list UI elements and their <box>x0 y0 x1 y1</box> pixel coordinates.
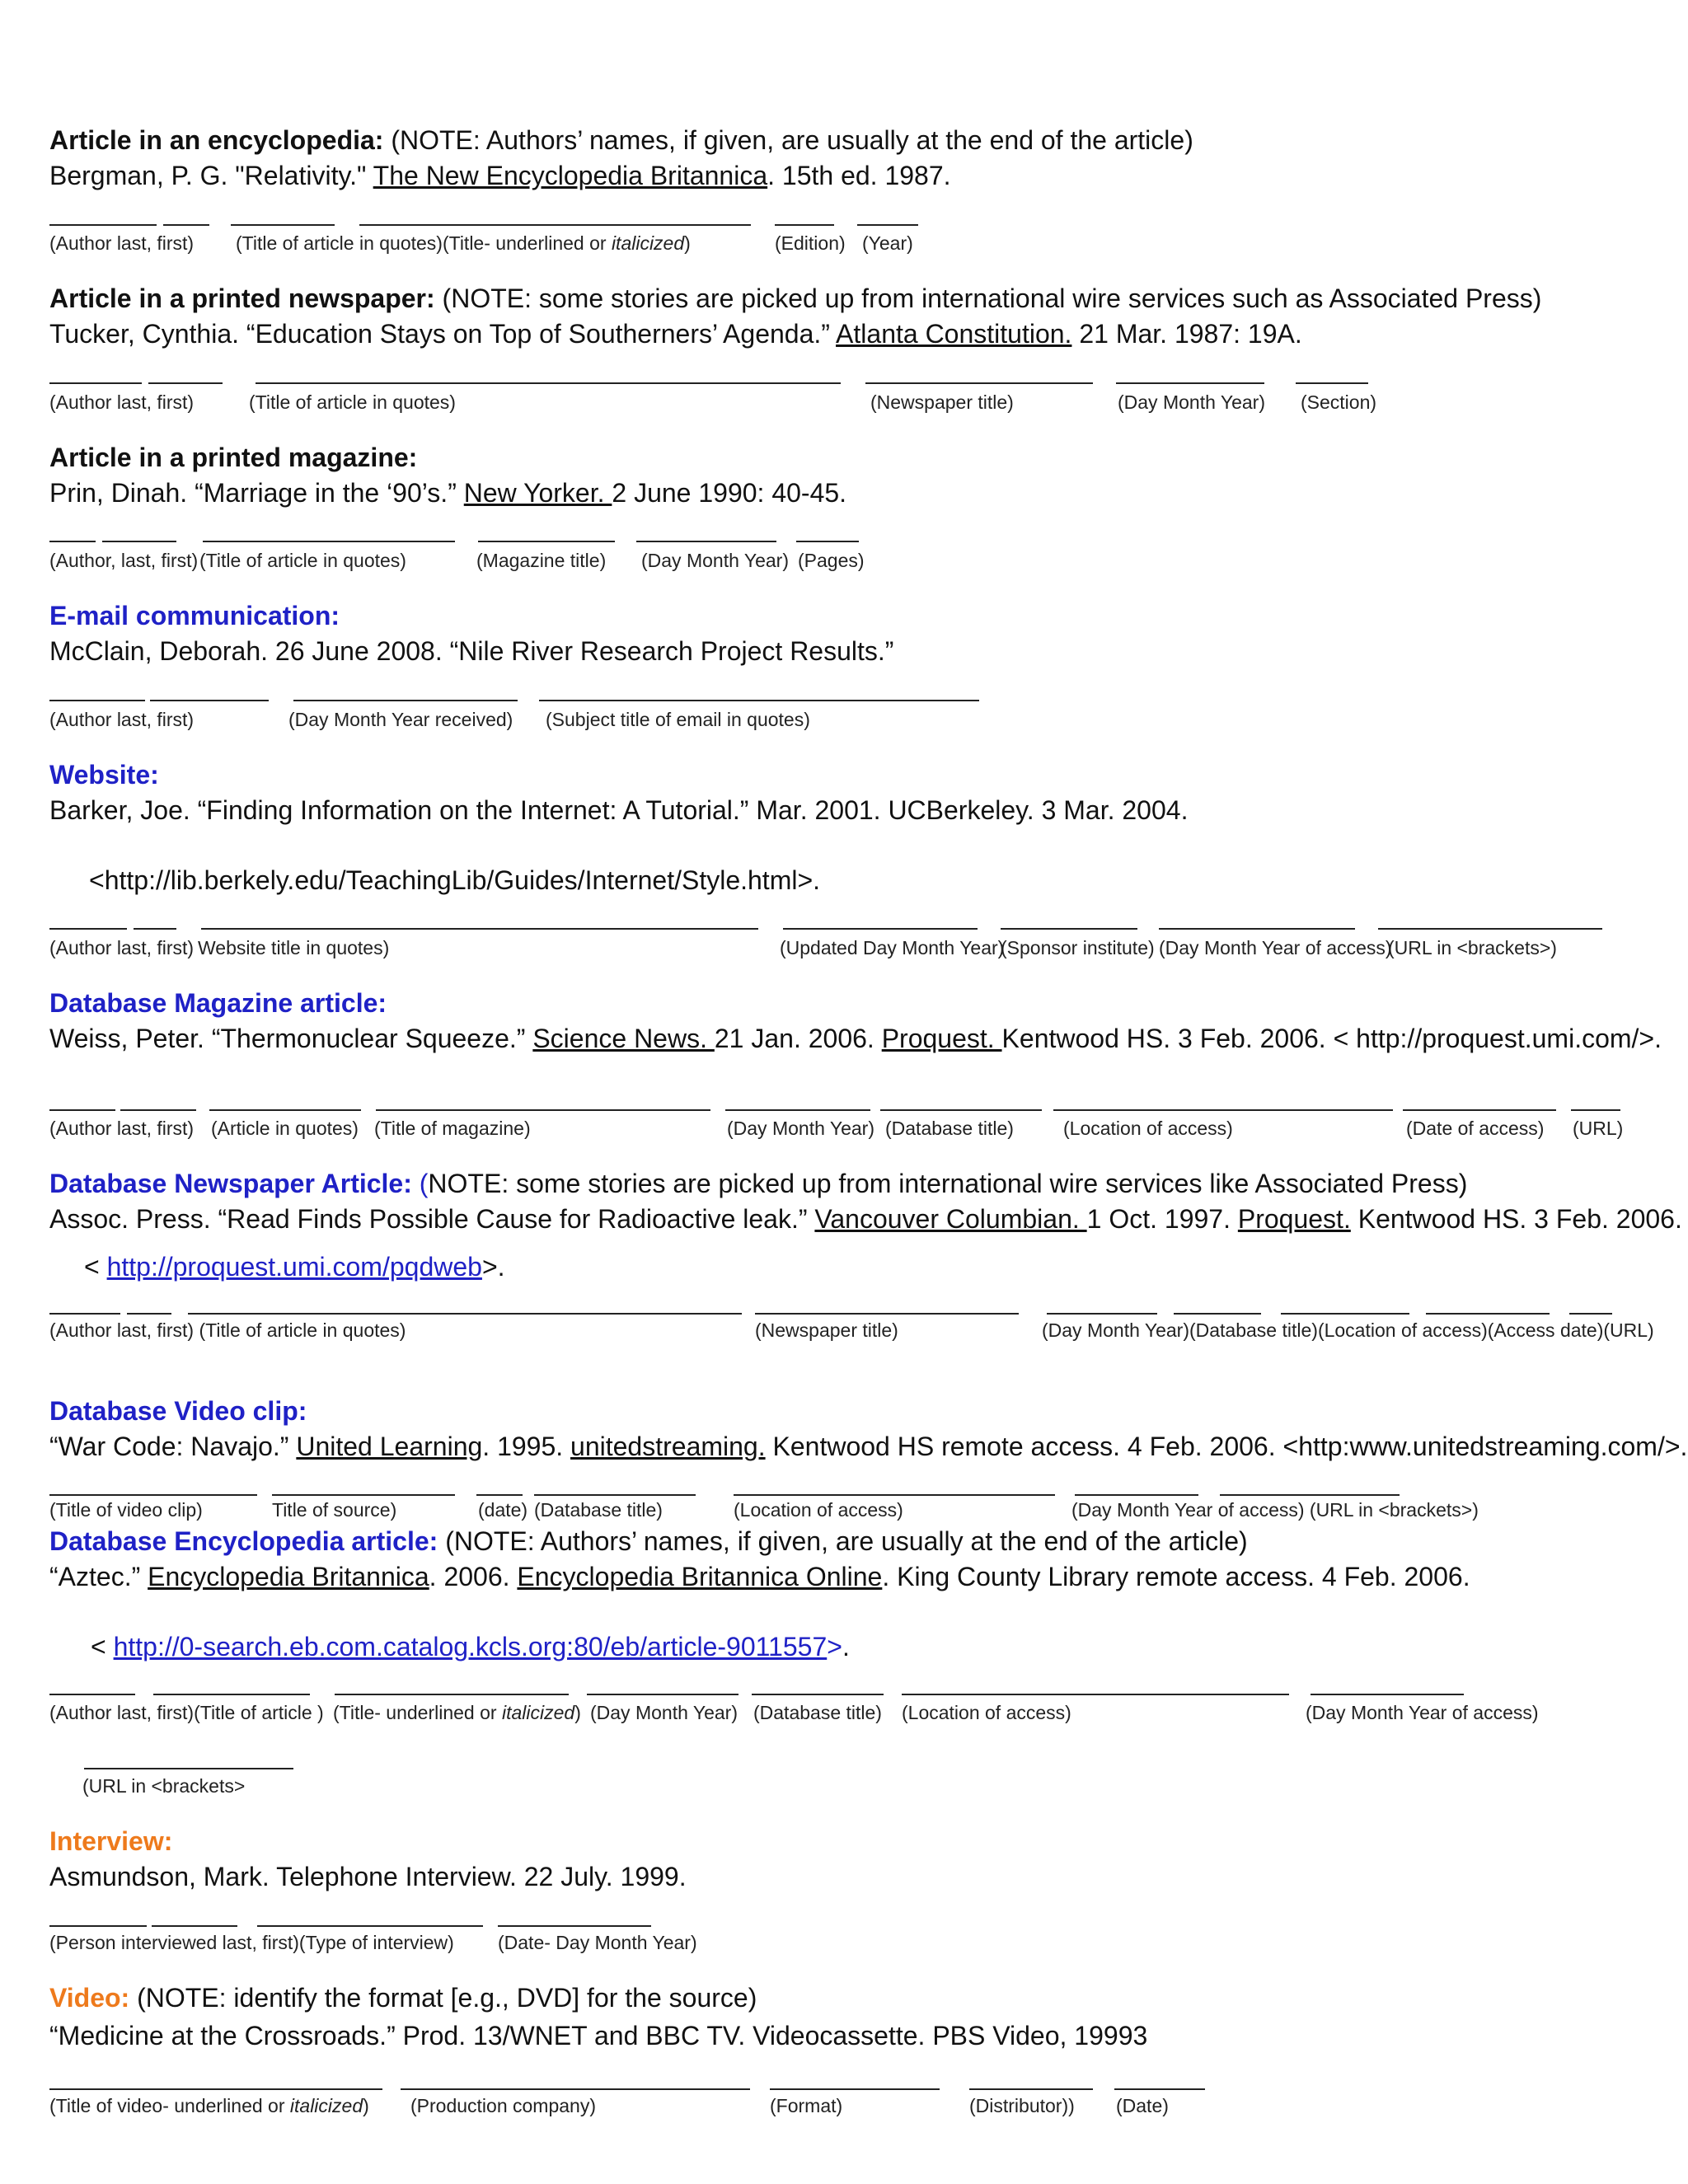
blank-access-date[interactable] <box>1075 1494 1198 1496</box>
bracket: < <box>84 1252 107 1282</box>
label: (Title of article in quotes)(Title- underlined or italicized) <box>236 232 691 254</box>
blank-magazine-title[interactable] <box>478 541 615 542</box>
proquest-link[interactable]: http://proquest.umi.com/pqdweb <box>106 1252 482 1282</box>
blank-author[interactable] <box>49 1694 135 1695</box>
magazine-example <box>49 476 846 509</box>
blank-date[interactable] <box>498 1925 651 1927</box>
label: (date) <box>478 1499 528 1521</box>
blank-pages[interactable] <box>796 541 859 542</box>
db-newspaper-example <box>49 1202 1682 1235</box>
blank-article-title[interactable] <box>256 382 841 384</box>
label: (Author last, first) <box>49 232 195 254</box>
label: (Author last, first) <box>49 937 195 958</box>
label: (Year) <box>862 232 913 254</box>
db-encyclopedia-example <box>49 1560 1470 1593</box>
label: (Updated Day Month Year) <box>780 937 1005 958</box>
blank-date[interactable] <box>587 1694 738 1695</box>
blank-interview-type[interactable] <box>257 1925 483 1927</box>
example-text: . King County Library remote access. 4 Feb. 2006. <box>882 1562 1470 1591</box>
blank-person[interactable] <box>49 1925 147 1927</box>
label: (Date- Day Month Year) <box>498 1932 697 1953</box>
blank-sponsor[interactable] <box>1001 928 1137 930</box>
example-text: . 2006. <box>429 1562 518 1591</box>
label: (Pages) <box>798 550 865 571</box>
label: (Author, last, first) <box>49 550 199 571</box>
blank-edition[interactable] <box>775 224 834 226</box>
blank-date-received[interactable] <box>293 700 518 701</box>
example-title: Encyclopedia Britannica <box>148 1562 429 1591</box>
example-text: . 15th ed. 1987. <box>767 161 951 190</box>
encyclopedia-heading-line <box>49 124 1193 157</box>
label: (Day Month Year) <box>727 1118 874 1139</box>
blank-location[interactable] <box>902 1694 1289 1695</box>
newspaper-example <box>49 317 1302 350</box>
blank-source-title[interactable] <box>272 1494 455 1496</box>
encyclopedia-heading: Article in an encyclopedia: <box>49 125 384 155</box>
video-heading-line <box>49 1981 757 2014</box>
magazine-heading: Article in a printed magazine: <box>49 443 418 472</box>
paren: ( <box>411 1169 429 1198</box>
label: (Database title) <box>885 1118 1014 1139</box>
blank-encyclopedia-title[interactable] <box>359 224 751 226</box>
example-text: Assoc. Press. “Read Finds Possible Cause for Radioactive leak.” <box>49 1204 815 1234</box>
blank-date[interactable] <box>1116 382 1264 384</box>
db-newspaper-heading-line <box>49 1167 1467 1200</box>
label: (Day Month Year) <box>641 550 789 571</box>
blank-production-company[interactable] <box>401 2088 750 2090</box>
blank-format[interactable] <box>770 2088 940 2090</box>
db-magazine-heading: Database Magazine article: <box>49 988 387 1018</box>
label: (Database title) <box>753 1702 882 1723</box>
blank-encyclopedia-title[interactable] <box>335 1694 569 1695</box>
db-encyclopedia-heading: Database Encyclopedia article: <box>49 1526 438 1556</box>
blank-updated-date[interactable] <box>783 928 978 930</box>
newspaper-heading: Article in a printed newspaper: <box>49 284 435 313</box>
label: (Magazine title) <box>476 550 607 571</box>
label: (URL) <box>1573 1118 1624 1139</box>
email-heading: E-mail communication: <box>49 601 340 630</box>
blank-location[interactable] <box>1053 1109 1393 1111</box>
website-example: Barker, Joe. “Finding Information on the Internet: A Tutorial.” Mar. 2001. UCBerkeley. 3 Mar. 2004. <box>49 795 1189 825</box>
interview-example: Asmundson, Mark. Telephone Interview. 22 July. 1999. <box>49 1862 687 1891</box>
example-text: 21 Mar. 1987: 19A. <box>1071 319 1302 349</box>
encyclopedia-example <box>49 159 951 192</box>
label: (Edition) <box>775 232 846 254</box>
blank-url[interactable] <box>1569 1313 1612 1315</box>
label: (Title of magazine) <box>374 1118 531 1139</box>
label: Website title in quotes) <box>198 937 390 958</box>
label: (Location of access) <box>734 1499 903 1521</box>
blank-author[interactable] <box>49 541 96 542</box>
label: (Production company) <box>410 2095 596 2116</box>
blank-newspaper-title[interactable] <box>865 382 1093 384</box>
blank-date[interactable] <box>725 1109 870 1111</box>
blank-author[interactable] <box>49 1109 115 1111</box>
example-title: New Yorker. <box>463 478 612 508</box>
blank-database[interactable] <box>880 1109 1042 1111</box>
label: (Title- underlined or italicized) <box>333 1702 581 1723</box>
example-title: Atlanta Constitution. <box>836 319 1072 349</box>
db-encyclopedia-note: (NOTE: Authors’ names, if given, are usually at the end of the article) <box>438 1526 1248 1556</box>
example-text: “War Code: Navajo.” <box>49 1432 297 1461</box>
label: (Author last, first) <box>49 709 195 730</box>
blank-access-date[interactable] <box>1426 1313 1550 1315</box>
label: (Database title) <box>534 1499 663 1521</box>
blank-url[interactable] <box>1220 1494 1400 1496</box>
label: (Author last, first)(Title of article ) <box>49 1702 324 1723</box>
label: (Location of access) <box>1063 1118 1233 1139</box>
blank-article[interactable] <box>209 1109 361 1111</box>
db-video-heading: Database Video clip: <box>49 1396 307 1426</box>
blank-author-first[interactable] <box>120 1109 196 1111</box>
blank-author-first[interactable] <box>148 382 223 384</box>
bracket: > <box>827 1632 842 1661</box>
label: (Date of access) <box>1406 1118 1545 1139</box>
video-heading: Video: <box>49 1983 130 2013</box>
db-encyclopedia-url-line <box>91 1630 850 1663</box>
blank-author-first[interactable] <box>134 928 176 930</box>
label: (Date) <box>1116 2095 1169 2116</box>
example-text: Kentwood HS remote access. 4 Feb. 2006. <http:www.unitedstreaming.com/>. <box>765 1432 1688 1461</box>
blank-person-first[interactable] <box>152 1925 237 1927</box>
video-example: “Medicine at the Crossroads.” Prod. 13/WNET and BBC TV. Videocassette. PBS Video, 19993 <box>49 2021 1148 2050</box>
email-example: McClain, Deborah. 26 June 2008. “Nile River Research Project Results.” <box>49 636 894 666</box>
example-database: Proquest. <box>881 1024 1002 1053</box>
example-title: United Learning <box>296 1432 483 1461</box>
blank-article-title[interactable] <box>203 541 455 542</box>
blank-section[interactable] <box>1296 382 1368 384</box>
example-text: . 1995. <box>482 1432 571 1461</box>
example-text: 2 June 1990: 40-45. <box>612 478 847 508</box>
label: (Day Month Year of access) (URL in <brackets>) <box>1071 1499 1479 1521</box>
blank-author-first[interactable] <box>150 700 269 701</box>
blank-author[interactable] <box>49 1313 120 1315</box>
label: (Newspaper title) <box>755 1319 898 1341</box>
blank-article-title[interactable] <box>188 1313 742 1315</box>
example-title: The New Encyclopedia Britannica <box>373 161 768 190</box>
blank-author[interactable] <box>49 382 142 384</box>
video-note: (NOTE: identify the format [e.g., DVD] for the source) <box>129 1983 757 2013</box>
bracket: >. <box>481 1252 505 1282</box>
db-encyclopedia-heading-line <box>49 1525 1248 1558</box>
blank-distributor[interactable] <box>969 2088 1093 2090</box>
blank-subject[interactable] <box>539 700 979 701</box>
label: (Subject title of email in quotes) <box>546 709 810 730</box>
blank-year[interactable] <box>857 224 918 226</box>
blank-url[interactable] <box>84 1768 293 1769</box>
blank-article-title[interactable] <box>231 224 335 226</box>
label: (Day Month Year received) <box>288 709 513 730</box>
label: (Title of article in quotes) <box>199 550 406 571</box>
db-newspaper-note: NOTE: some stories are picked up from international wire services like Associated Press) <box>428 1169 1468 1198</box>
blank-video-title[interactable] <box>49 1494 257 1496</box>
blank-video-title[interactable] <box>49 2088 382 2090</box>
label: (Title of video- underlined or italicized) <box>49 2095 369 2116</box>
label: Title of source) <box>272 1499 397 1521</box>
label: (Article in quotes) <box>211 1118 359 1139</box>
blank-access-date[interactable] <box>1311 1694 1464 1695</box>
label: (Title of article in quotes) <box>249 391 456 413</box>
blank-author-first[interactable] <box>163 224 209 226</box>
bracket: < <box>91 1632 114 1661</box>
blank-location[interactable] <box>734 1494 1055 1496</box>
blank-url[interactable] <box>1378 928 1602 930</box>
example-title: Science News. <box>532 1024 715 1053</box>
example-database: unitedstreaming. <box>570 1432 766 1461</box>
label: (URL in <brackets>) <box>1388 937 1557 958</box>
blank-author-first[interactable] <box>102 541 176 542</box>
example-text: Bergman, P. G. "Relativity." <box>49 161 373 190</box>
blank-location[interactable] <box>1281 1313 1409 1315</box>
blank-author-first[interactable] <box>127 1313 171 1315</box>
label: (Title of video clip) <box>49 1499 203 1521</box>
blank-date[interactable] <box>1047 1313 1157 1315</box>
example-database: Encyclopedia Britannica Online <box>517 1562 883 1591</box>
example-text: 1 Oct. 1997. <box>1086 1204 1238 1234</box>
website-url-line: <http://lib.berkely.edu/TeachingLib/Guides/Internet/Style.html>. <box>89 865 821 895</box>
label: (Newspaper title) <box>870 391 1014 413</box>
blank-author[interactable] <box>49 224 157 226</box>
example-title: Vancouver Columbian. <box>814 1204 1087 1234</box>
blank-magazine-title[interactable] <box>376 1109 710 1111</box>
label: (Day Month Year of access) <box>1306 1702 1539 1723</box>
label: (Person interviewed last, first)(Type of interview) <box>49 1932 454 1953</box>
blank-database[interactable] <box>1174 1313 1261 1315</box>
label: (Day Month Year of access) <box>1159 937 1392 958</box>
db-magazine-example <box>49 1022 1662 1055</box>
blank-date[interactable] <box>1114 2088 1205 2090</box>
blank-article-title[interactable] <box>153 1694 310 1695</box>
example-text: Kentwood HS. 3 Feb. 2006. <box>1350 1204 1682 1234</box>
blank-newspaper-title[interactable] <box>755 1313 1019 1315</box>
db-video-example <box>49 1430 1687 1463</box>
interview-heading: Interview: <box>49 1826 173 1856</box>
db-newspaper-heading: Database Newspaper Article: <box>49 1169 412 1198</box>
label: (Location of access) <box>902 1702 1071 1723</box>
db-newspaper-url-line <box>84 1250 505 1283</box>
blank-author[interactable] <box>49 700 145 701</box>
blank-url[interactable] <box>1571 1109 1620 1111</box>
label: (Day Month Year) <box>590 1702 738 1723</box>
example-text: “Aztec.” <box>49 1562 148 1591</box>
blank-database[interactable] <box>534 1494 696 1496</box>
period: . <box>842 1632 850 1661</box>
example-database: Proquest. <box>1237 1204 1351 1234</box>
label: (Author last, first) (Title of article in quotes) <box>49 1319 406 1341</box>
blank-date[interactable] <box>636 541 776 542</box>
newspaper-heading-line <box>49 282 1541 315</box>
blank-database[interactable] <box>752 1694 884 1695</box>
label: (Author last, first) <box>49 1118 195 1139</box>
britannica-link[interactable]: http://0-search.eb.com.catalog.kcls.org:80/eb/article-9011557 <box>113 1632 828 1661</box>
label: (Format) <box>770 2095 843 2116</box>
label: (Day Month Year) <box>1118 391 1265 413</box>
example-text: Kentwood HS. 3 Feb. 2006. < http://proquest.umi.com/>. <box>1001 1024 1662 1053</box>
blank-access-date[interactable] <box>1403 1109 1556 1111</box>
encyclopedia-note: (NOTE: Authors’ names, if given, are usually at the end of the article) <box>383 125 1193 155</box>
example-text: 21 Jan. 2006. <box>714 1024 882 1053</box>
website-heading: Website: <box>49 760 159 790</box>
label: (URL in <brackets> <box>82 1775 246 1797</box>
example-text: Weiss, Peter. “Thermonuclear Squeeze.” <box>49 1024 533 1053</box>
blank-website-title[interactable] <box>201 928 758 930</box>
label: (Author last, first) <box>49 391 195 413</box>
newspaper-note: (NOTE: some stories are picked up from international wire services such as Associated Press) <box>434 284 1542 313</box>
example-text: Tucker, Cynthia. “Education Stays on Top of Southerners’ Agenda.” <box>49 319 837 349</box>
label: (Distributor)) <box>969 2095 1075 2116</box>
label: (Section) <box>1301 391 1377 413</box>
label: (Sponsor institute) <box>1001 937 1155 958</box>
blank-access-date[interactable] <box>1159 928 1355 930</box>
example-text: Prin, Dinah. “Marriage in the ‘90’s.” <box>49 478 464 508</box>
blank-author[interactable] <box>49 928 127 930</box>
label: (Day Month Year)(Database title)(Location of access)(Access date)(URL) <box>1042 1319 1654 1341</box>
blank-date[interactable] <box>476 1494 523 1496</box>
